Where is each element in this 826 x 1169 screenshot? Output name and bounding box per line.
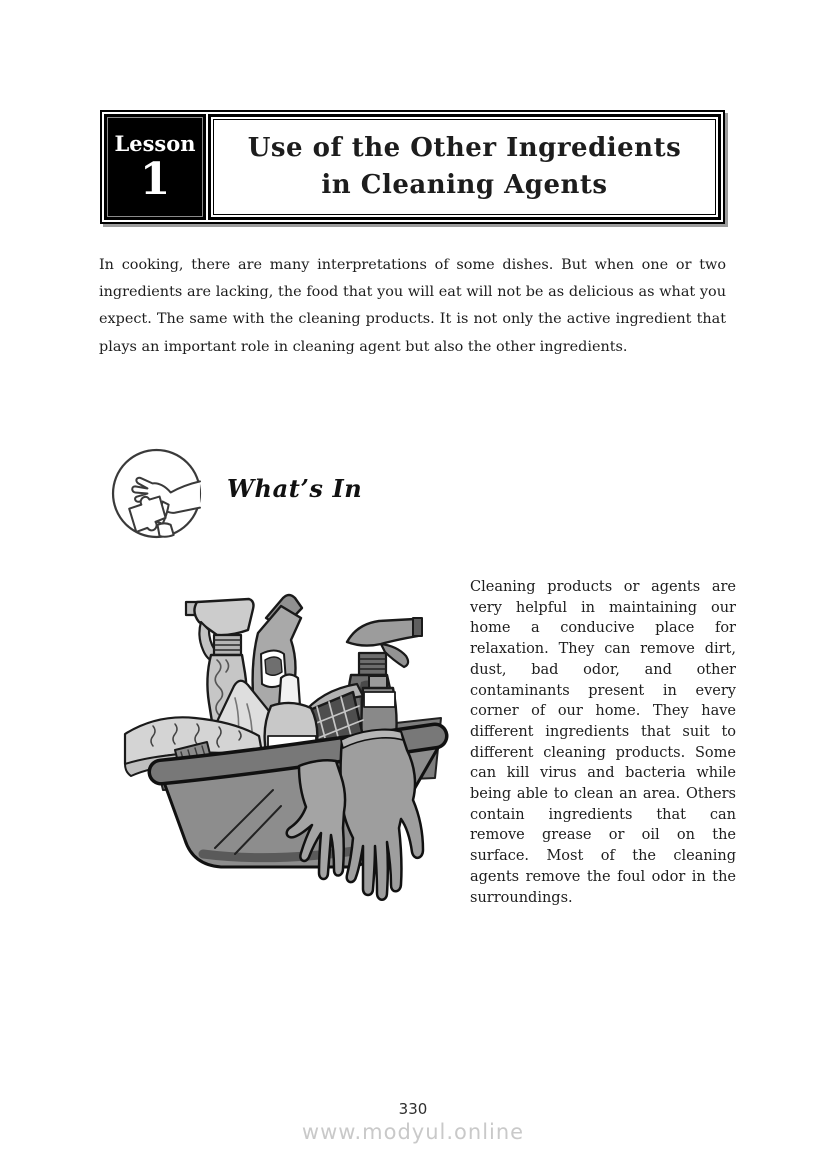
text-line: In cooking, there are many interpretations of some dishes. But when one or two — [99, 257, 726, 273]
text-line: corner of our home. They have — [470, 703, 736, 720]
text-line: different cleaning products. Some — [470, 744, 736, 761]
text-line: dust, bad odor, and other — [470, 661, 736, 678]
whats-in-heading: What’s In — [227, 474, 363, 503]
text-line: plays an important role in cleaning agent but also the other ingredients. — [99, 338, 628, 355]
cleaning-supplies-illustration — [123, 578, 463, 912]
text-line: contaminants present in every — [470, 682, 736, 699]
watermark: www.modyul.online — [301, 1120, 525, 1144]
page-number: 330 — [398, 1100, 428, 1118]
lesson-number: 1 — [139, 154, 171, 206]
lesson-title-box — [208, 114, 721, 220]
text-line: very helpful in maintaining our — [470, 599, 736, 616]
lesson-badge — [104, 114, 206, 220]
text-line: ingredients are lacking, the food that you will eat will not be as delicious as what you — [99, 284, 726, 301]
text-line: being able to clean an area. Others — [470, 786, 736, 803]
text-line: contain ingredients that can — [470, 806, 736, 823]
text-line: home a conducive place for — [470, 620, 736, 637]
text-line: relaxation. They can remove dirt, — [470, 641, 736, 658]
lesson-header — [100, 110, 725, 224]
lesson-title-line-2: in Cleaning Agents — [321, 170, 608, 200]
lesson-label: Lesson — [114, 130, 196, 156]
hand-puzzle-icon — [110, 447, 203, 540]
cleaning-description — [470, 577, 736, 908]
text-line: can kill virus and bacteria while — [470, 765, 736, 782]
text-line: expect. The same with the cleaning products. It is not only the active ingredient that — [99, 311, 726, 328]
text-line: agents remove the foul odor in the — [470, 868, 736, 885]
text-line: different ingredients that suit to — [470, 723, 736, 740]
text-line: surface. Most of the cleaning — [470, 848, 736, 865]
text-line: surroundings. — [470, 889, 573, 906]
intro-paragraph — [99, 252, 726, 361]
text-line: remove grease or oil on the — [470, 827, 736, 844]
lesson-title-line-1: Use of the Other Ingredients — [247, 133, 682, 163]
text-line: Cleaning products or agents are — [470, 579, 736, 595]
